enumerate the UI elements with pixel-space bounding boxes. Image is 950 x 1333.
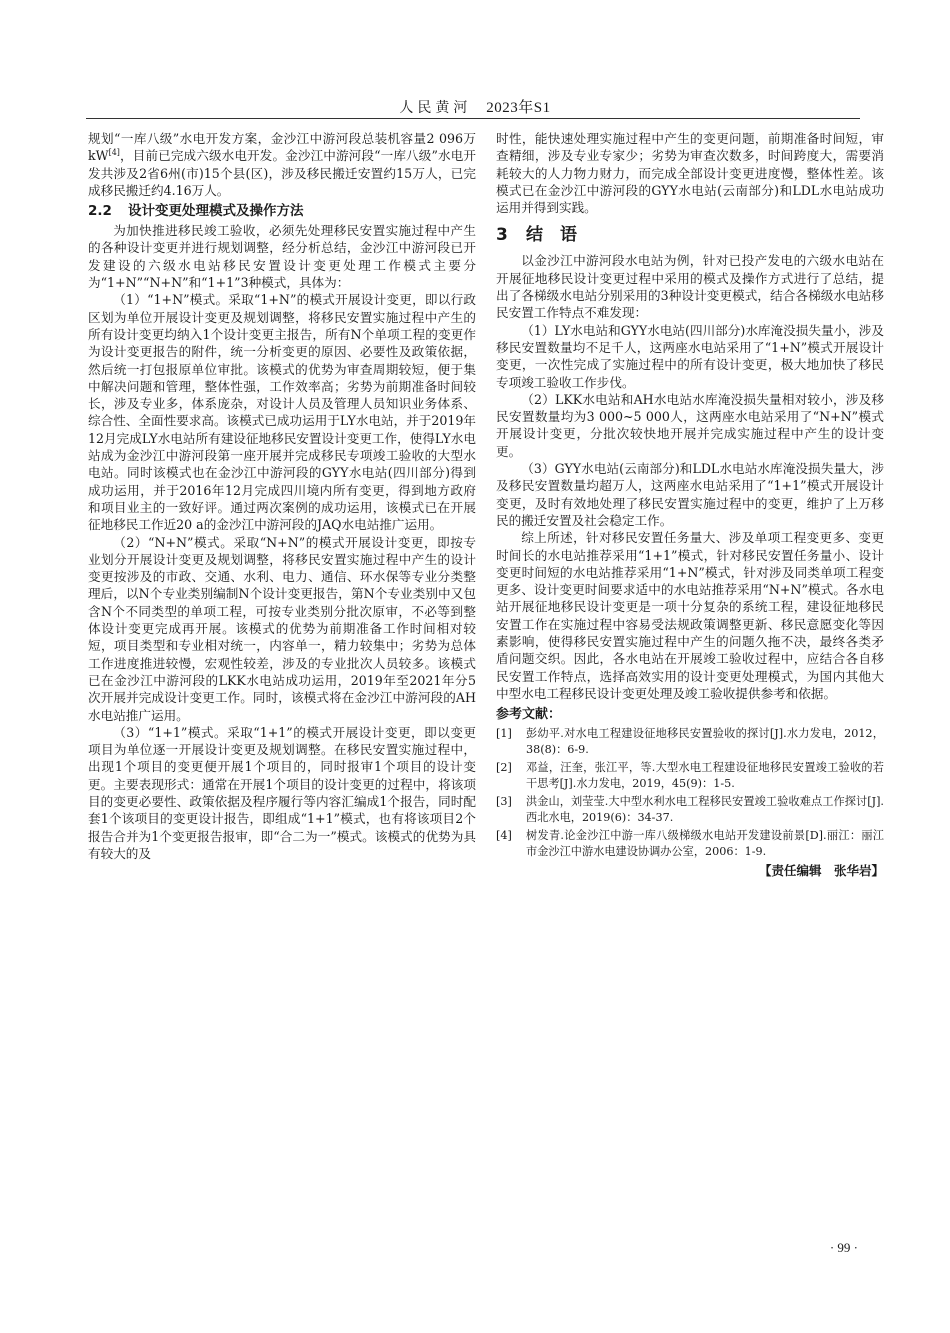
- paragraph: （3）“1+1”模式。采取“1+1”的模式开展设计变更，即以变更项目为单位逐一开展设计变更及规划调整。在移民安置实施过程中，出现1个项目的变更便开展1个项目的，同时报审1个项目的设计变更。主要表现形式：通常在开展1个项目的设计变更的过程中，将该项目的变更必要性、政策依据及程序履行等内容汇编成1个报告，同时配套1个该项目的变更设计报告，即组成“1+1”模式，也有将该项目2个报告合并为1个变更报告报审，即“合二为一”模式。该模式的优势为具有较大的及: [88, 724, 476, 861]
- page-number: · 99 ·: [829, 1240, 858, 1255]
- running-header: [0, 96, 950, 118]
- reference-item: [3] 洪金山，刘莹莹.大中型水利水电工程移民安置竣工验收难点工作探讨[J].西北水电，2019(6)：34-37.: [496, 794, 884, 824]
- responsible-editor: 【责任编辑 张华岩】: [758, 862, 884, 878]
- header-rule: [86, 118, 860, 119]
- paragraph: 为加快推进移民竣工验收，必须先处理移民安置实施过程中产生的各种设计变更并进行规划调整，经分析总结，金沙江中游河段已开发建设的六级水电站移民安置设计变更处理工作模式主要分为“1+N”“N+N”和“1+1”3种模式，具体为：: [88, 223, 476, 291]
- section-heading-2-2: 2.2 设计变更处理模式及操作方法: [88, 203, 304, 220]
- citation[interactable]: [4]: [108, 148, 120, 158]
- paragraph: （2）“N+N”模式。采取“N+N”的模式开展设计变更，即按专业划分开展设计变更及规划调整，将移民安置实施过程中产生的设计变更按涉及的市政、交通、水利、电力、通信、环水保等专业分类整理后，以N个专业类别编制N个设计变更报告，第N个专业类别中又包含N个不同类型的单项工程，可按专业类别分批次原审，不必等到整体设计变更完成再开展。该模式的优势为前期准备工作时间相对较短，项目类型和专业相对统一，内容单一，精力较集中；劣势为总体工作进度推进较慢，宏观性较差，涉及的专业批次人员较多。该模式已在金沙江中游河段的LKK水电站成功运用，2019年至2021年分5次开展并完成设计变更工作。同时，该模式将在金沙江中游河段的AH水电站推广运用。: [88, 534, 476, 723]
- issue-label: 2023年S1: [486, 100, 551, 116]
- paragraph: 以金沙江中游河段水电站为例，针对已投产发电的六级水电站在开展征地移民设计变更过程中采用的模式及操作方式进行了总结，提出了各梯级水电站分别采用的3种设计变更模式，结合各梯级水电站移民安置工作特点不难发现：: [496, 253, 884, 321]
- journal-name: 人民黄河: [399, 100, 472, 116]
- paragraph: （3）GYY水电站(云南部分)和LDL水电站水库淹没损失量大，涉及移民安置数量均超万人，这两座水电站采用了“1+1”模式开展设计变更，及时有效地处理了移民安置实施过程中的变更，维护了上万移民的搬迁安置及社会稳定工作。: [496, 461, 884, 528]
- paragraph: （1）“1+N”模式。采取“1+N”的模式开展设计变更，即以行政区划为单位开展设计变更及规划调整，将移民安置实施过程中产生的所有设计变更均纳入1个设计变更主报告，所有N个单项工程的变更作为设计变更报告的附件，统一分析变更的原因、必要性及政策依据，然后统一打包报原单位审批。该模式的优势为审查周期较短，便于集中解决问题和管理，整体性强，工作效率高；劣势为前期准备时间较长，涉及专业多，体系庞杂，对设计人员及管理人员知识业务体系、综合性、全面性要求高。该模式已成功运用于LY水电站，并于2019年12月完成LY水电站所有建设征地移民安置设计变更工作，使得LY水电站成为金沙江中游河段第一座开展并完成移民专项竣工验收的大型水电站。同时该模式也在金沙江中游河段的GYY水电站(四川部分)得到成功运用，并于2016年12月完成四川境内所有变更，得到地方政府和项目业主的一致好评。通过两次案例的成功运用，该模式已在开展征地移民工作近20 a的金沙江中游河段的JAQ水电站推广运用。: [88, 292, 476, 533]
- paragraph: 规划“一库八级”水电开发方案，金沙江中游河段总装机容量2 096万kW[4]，目前已完成六级水电开发。金沙江中游河段“一库八级”水电开发共涉及2省6州(市)15个县(区)，涉及移民搬迁安置约15万人，已完成移民搬迁约4.16万人。: [88, 131, 476, 198]
- paragraph: （1）LY水电站和GYY水电站(四川部分)水库淹没损失量小，涉及移民安置数量均不足千人，这两座水电站采用了“1+N”模式开展设计变更，一次性完成了实施过程中的所有设计变更，极大地加快了移民专项竣工验收工作步伐。: [496, 322, 884, 390]
- references-heading: 参考文献：: [496, 707, 562, 723]
- paragraph: 时性，能快速处理实施过程中产生的变更问题，前期准备时间短，审查精细，涉及专业专家少；劣势为审查次数多，时间跨度大，需要消耗较大的人力物力财力，而完成全部设计变更进度慢，整体性差。该模式已在金沙江中游河段的GYY水电站(云南部分)和LDL水电站成功运用并得到实践。: [496, 131, 884, 216]
- reference-item: [4] 树发青.论金沙江中游一库八级梯级水电站开发建设前景[D].丽江：丽江市金沙江中游水电建设协调办公室，2006：1-9.: [496, 828, 884, 858]
- reference-item: [2] 邓益，汪奎，张江平，等.大型水电工程建设征地移民安置竣工验收的若干思考[J].水力发电，2019，45(9)：1-5.: [496, 760, 884, 790]
- paragraph: （2）LKK水电站和AH水电站水库淹没损失量相对较小，涉及移民安置数量均为3 000~5 000人，这两座水电站采用了“N+N”模式开展设计变更，分批次较快地开展并完成实施过程中产生的设计变更。: [496, 391, 884, 459]
- reference-item: [1] 彭幼平.对水电工程建设征地移民安置验收的探讨[J].水力发电，2012，38(8)：6-9.: [496, 726, 884, 756]
- paragraph: 综上所述，针对移民安置任务量大、涉及单项工程变更多、变更时间长的水电站推荐采用“1+1”模式，针对移民安置任务量小、设计变更时间短的水电站推荐采用“1+N”模式，针对涉及同类单项工程变更多、设计变更时间要求适中的水电站推荐采用“N+N”模式。各水电站开展征地移民设计变更是一项十分复杂的系统工程，建设征地移民安置工作在实施过程中容易受法规政策调整更新、移民意愿变化等因素影响，使得移民安置实施过程中产生的问题久拖不决，最终各类矛盾问题交织。因此，各水电站在开展竣工验收过程中，应结合各自移民安置工作特点，选择高效实用的设计变更处理模式，为国内其他大中型水电工程移民设计变更处理及竣工验收提供参考和依据。: [496, 530, 884, 701]
- section-heading-3: 3 结 语: [496, 225, 577, 246]
- right-column: [496, 130, 884, 879]
- left-column: [88, 130, 476, 862]
